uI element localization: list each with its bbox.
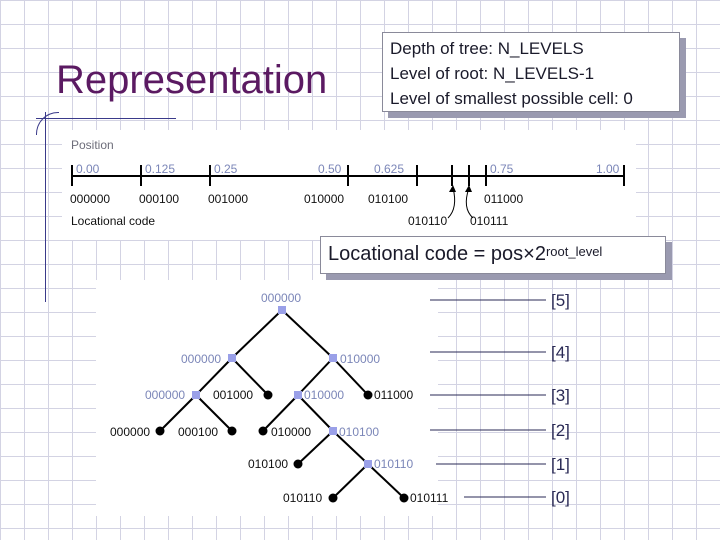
node-label: 010000 (271, 425, 312, 439)
position-label-2: 0.25 (214, 162, 238, 176)
code-label-5: 010110 (408, 214, 448, 228)
node-label: 000000 (261, 291, 302, 305)
tree-node-leaf (329, 494, 338, 503)
code-label-7: 011000 (484, 192, 524, 206)
node-label: 000000 (145, 388, 186, 402)
node-label: 011000 (374, 388, 414, 402)
info-line-smallest-cell: Level of smallest possible cell: 0 (390, 89, 633, 108)
tree-edge (282, 310, 333, 358)
tree-node-leaf (364, 391, 373, 400)
position-title: Position (71, 138, 114, 152)
tree-node-leaf (400, 494, 409, 503)
level-label-3: [3] (551, 386, 570, 405)
node-label: 000000 (110, 425, 151, 439)
position-label-4: 0.625 (374, 162, 405, 176)
node-label: 010111 (410, 491, 449, 505)
code-label-3: 010000 (304, 192, 345, 206)
formula-text: Locational code = pos×2 (328, 243, 546, 265)
position-label-7: 0.75 (490, 162, 514, 176)
node-label: 000000 (181, 352, 222, 366)
locational-code-title: Locational code (71, 214, 156, 228)
level-label-5: [5] (551, 291, 570, 310)
info-line-root-level: Level of root: N_LEVELS-1 (390, 64, 595, 83)
info-line-depth: Depth of tree: N_LEVELS (390, 39, 584, 58)
tree-edge (333, 464, 368, 498)
node-label: 010110 (283, 491, 323, 505)
level-label-2: [2] (551, 421, 570, 440)
level-label-4: [4] (551, 343, 570, 362)
position-label-3: 0.50 (318, 162, 342, 176)
node-label: 010000 (340, 352, 381, 366)
code-label-1: 000100 (139, 192, 180, 206)
tree-node-internal (364, 460, 372, 468)
node-label: 010000 (304, 388, 345, 402)
node-label: 000100 (178, 425, 219, 439)
locational-code-formula (320, 236, 666, 274)
tree-node-internal (192, 391, 200, 399)
position-label-8: 1.00 (596, 162, 620, 176)
code-label-2: 001000 (208, 192, 249, 206)
tree-node-internal (278, 306, 286, 314)
tree-node-leaf (264, 391, 273, 400)
node-label: 010100 (248, 457, 289, 471)
position-label-0: 0.00 (76, 162, 100, 176)
position-label-1: 0.125 (145, 162, 176, 176)
slide-title: Representation (56, 58, 328, 102)
tree-edge (232, 310, 282, 358)
tree-node-leaf (228, 427, 237, 436)
tree-node-internal (228, 354, 236, 362)
node-label: 001000 (213, 388, 254, 402)
level-label-1: [1] (551, 455, 570, 474)
node-label: 010100 (339, 425, 380, 439)
tree-node-leaf (156, 427, 165, 436)
formula-exponent: root_level (545, 244, 603, 259)
code-label-4: 010100 (368, 192, 409, 206)
tree-node-leaf (259, 427, 268, 436)
code-label-0: 000000 (70, 192, 111, 206)
tree-node-internal (294, 391, 302, 399)
tree-node-internal (329, 354, 337, 362)
tree-node-internal (329, 427, 337, 435)
node-label: 010110 (374, 457, 414, 471)
tree-node-leaf (294, 460, 303, 469)
level-label-0: [0] (551, 488, 570, 507)
code-label-6: 010111 (470, 214, 509, 228)
